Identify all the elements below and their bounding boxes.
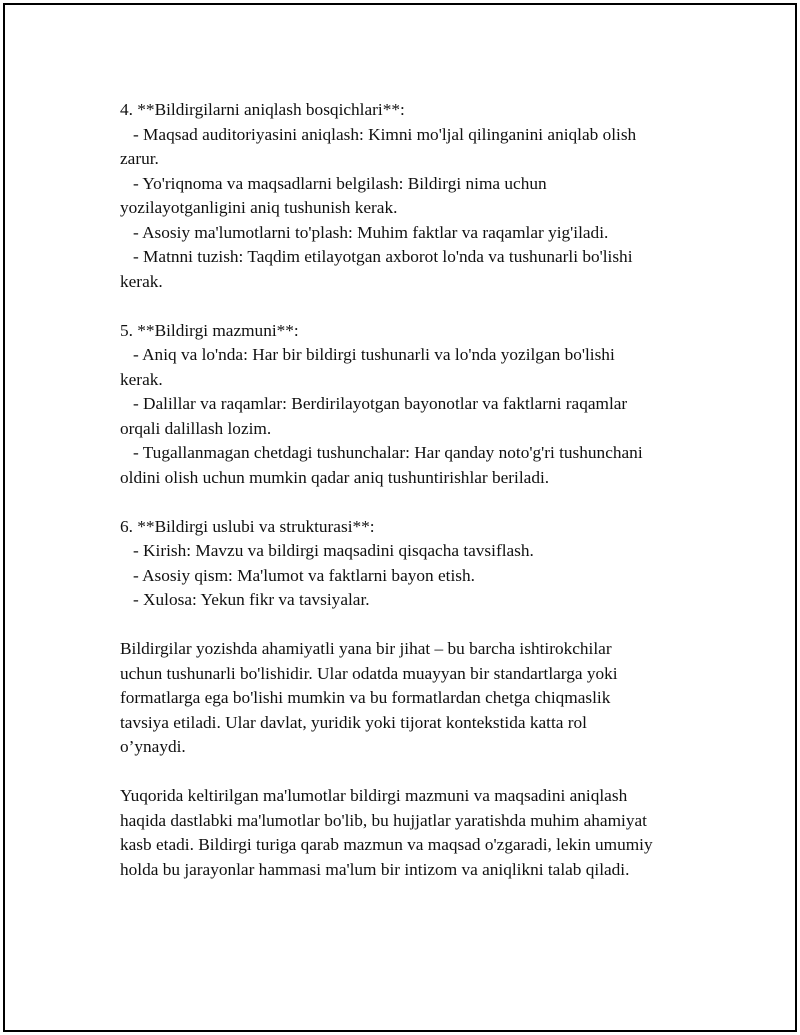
paragraph-line: haqida dastlabki ma'lumotlar bo'lib, bu hujjatlar yaratishda muhim ahamiyat: [120, 810, 647, 830]
paragraph-line: Yuqorida keltirilgan ma'lumotlar bildirgi mazmuni va maqsadini aniqlash: [120, 786, 628, 805]
list-item-line: - Asosiy ma'lumotlarni to'plash: Muhim faktlar va raqamlar yig'iladi.: [120, 222, 609, 242]
blank-line: [120, 490, 680, 515]
section-5: [120, 319, 680, 491]
section-heading: 6. **Bildirgi uslubi va strukturasi**:: [120, 516, 375, 536]
paragraph-line: o’ynaydi.: [120, 737, 186, 756]
section-heading: 4. **Bildirgilarni aniqlash bosqichlari**:: [120, 100, 405, 119]
list-item-line: zarur.: [120, 149, 159, 168]
section-heading: 5. **Bildirgi mazmuni**:: [120, 320, 299, 340]
paragraph-line: tavsiya etiladi. Ular davlat, yuridik yoki tijorat kontekstida katta rol: [120, 712, 587, 732]
paragraph-line: formatlarga ega bo'lishi mumkin va bu formatlardan chetga chiqmaslik: [120, 688, 611, 707]
list-item-line: yozilayotganligini aniq tushunish kerak.: [120, 198, 398, 217]
document-body: [120, 98, 680, 882]
list-item-line: - Matnni tuzish: Taqdim etilayotgan axborot lo'nda va tushunarli bo'lishi: [120, 247, 633, 266]
paragraph-line: Bildirgilar yozishda ahamiyatli yana bir jihat – bu barcha ishtirokchilar: [120, 639, 612, 658]
paragraph-line: holda bu jarayonlar hammasi ma'lum bir intizom va aniqlikni talab qiladi.: [120, 859, 630, 879]
paragraph-line: uchun tushunarli bo'lishidir. Ular odatda muayyan bir standartlarga yoki: [120, 663, 618, 683]
paragraph-1: [120, 637, 680, 760]
list-item-line: - Yo'riqnoma va maqsadlarni belgilash: Bildirgi nima uchun: [120, 173, 547, 193]
blank-line: [120, 294, 680, 319]
list-item-line: - Xulosa: Yekun fikr va tavsiyalar.: [120, 590, 370, 609]
list-item-line: - Aniq va lo'nda: Har bir bildirgi tushunarli va lo'nda yozilgan bo'lishi: [120, 345, 615, 364]
section-6: [120, 515, 680, 613]
list-item-line: orqali dalillash lozim.: [120, 418, 272, 438]
list-item-line: kerak.: [120, 369, 163, 389]
list-item-line: - Asosiy qism: Ma'lumot va faktlarni bayon etish.: [120, 565, 475, 585]
section-4: [120, 98, 680, 294]
blank-line: [120, 613, 680, 638]
list-item-line: - Maqsad auditoriyasini aniqlash: Kimni mo'ljal qilinganini aniqlab olish: [120, 124, 637, 144]
page-frame: [3, 3, 797, 1032]
list-item-line: oldini olish uchun mumkin qadar aniq tushuntirishlar beriladi.: [120, 467, 550, 487]
list-item-line: - Dalillar va raqamlar: Berdirilayotgan bayonotlar va faktlarni raqamlar: [120, 394, 628, 413]
list-item-line: - Tugallanmagan chetdagi tushunchalar: Har qanday noto'g'ri tushunchani: [120, 443, 643, 462]
paragraph-2: [120, 784, 680, 882]
list-item-line: - Kirish: Mavzu va bildirgi maqsadini qisqacha tavsiflash.: [120, 541, 534, 560]
list-item-line: kerak.: [120, 271, 163, 291]
blank-line: [120, 760, 680, 785]
paragraph-line: kasb etadi. Bildirgi turiga qarab mazmun va maqsad o'zgaradi, lekin umumiy: [120, 835, 653, 854]
